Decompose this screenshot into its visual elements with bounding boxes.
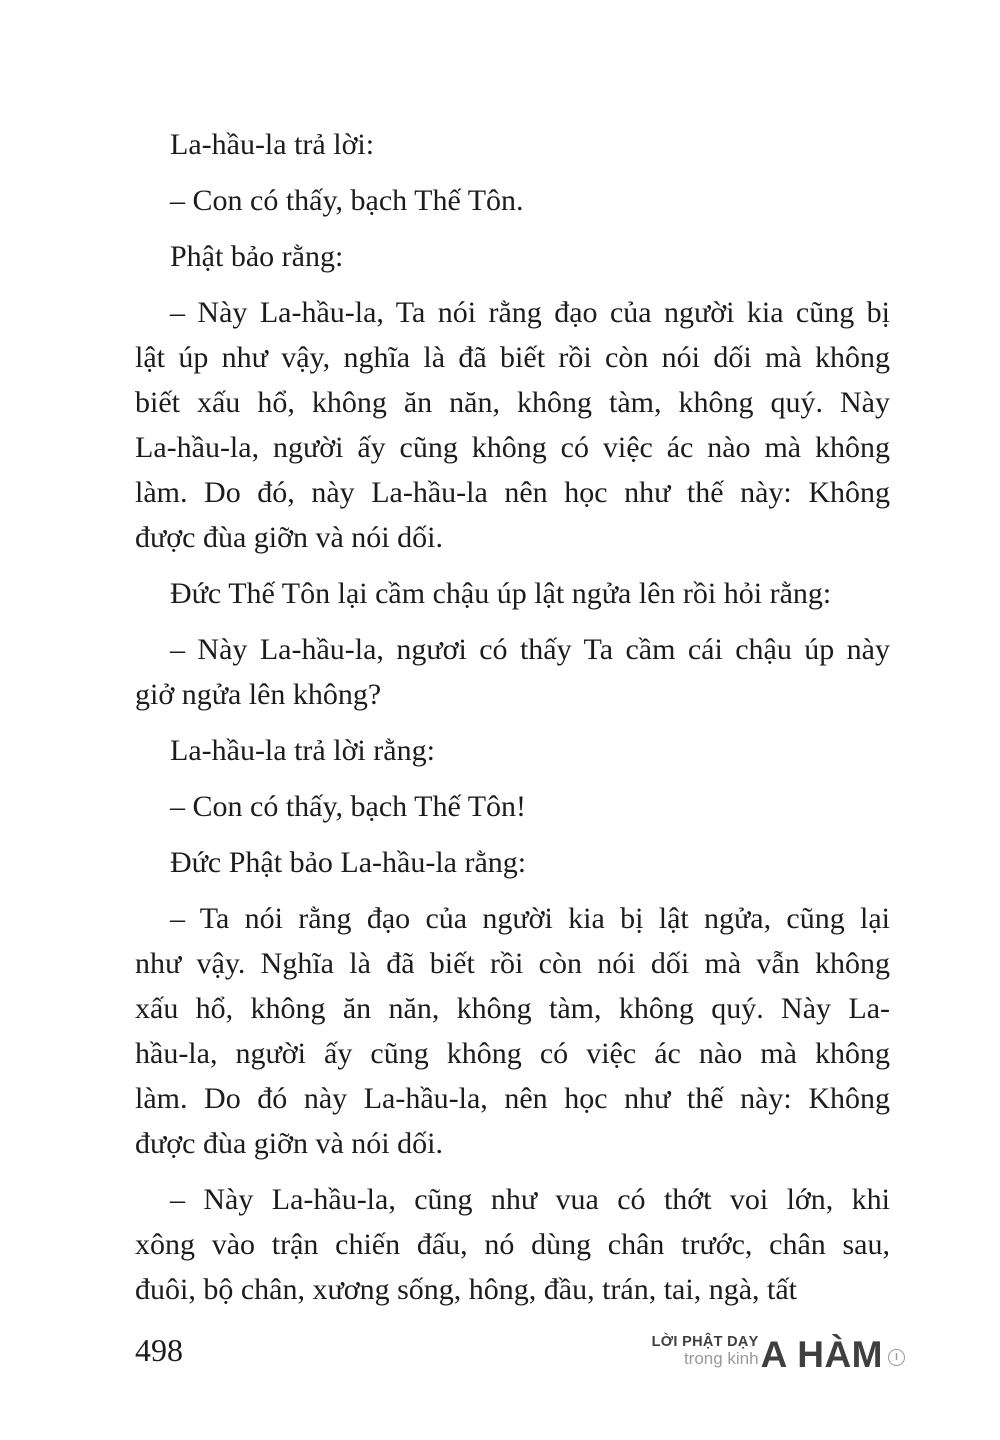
text-line: xấu hổ, không ăn năn, không tàm, không quý. Này La- [135,992,890,1025]
logo-series-block [652,1335,759,1370]
text-line: được đùa giỡn và nói dối. [135,521,443,554]
text-line: La-hầu-la trả lời rằng: [170,734,435,767]
text-line: được đùa giỡn và nói dối. [135,1127,443,1160]
text-line: Đức Thế Tôn lại cầm chậu úp lật ngửa lên rồi hỏi rằng: [170,577,832,610]
paragraph [135,728,890,773]
body-text [135,122,890,1323]
text-line: hầu-la, người ấy cũng không có việc ác nào mà không [135,1037,890,1070]
text-line: đuôi, bộ chân, xương sống, hông, đầu, trán, tai, ngà, tất [135,1273,798,1306]
text-line: Phật bảo rằng: [170,240,344,273]
page-footer [135,1318,905,1375]
logo-series-subtitle: trong kinh [683,1349,759,1368]
text-line: biết xấu hổ, không ăn năn, không tàm, không quý. Này [135,386,890,419]
text-line: – Con có thấy, bạch Thế Tôn. [170,184,524,217]
text-line: – Này La-hầu-la, Ta nói rằng đạo của người kia cũng bị [170,296,890,329]
paragraph [135,896,890,1166]
paragraph [135,784,890,829]
text-line: như vậy. Nghĩa là đã biết rồi còn nói dối mà vẫn không [135,947,890,980]
text-line: giở ngửa lên không? [135,678,382,711]
volume-1-badge-icon: I [888,1349,905,1366]
text-line: – Này La-hầu-la, ngươi có thấy Ta cầm cái chậu úp này [170,633,890,666]
text-line: – Này La-hầu-la, cũng như vua có thớt voi lớn, khi [170,1183,890,1216]
paragraph [135,1177,890,1312]
logo-title: A HÀM [760,1334,883,1375]
text-line: làm. Do đó, này La-hầu-la nên học như thế này: Không [135,476,890,509]
publisher-logo [651,1334,905,1375]
text-line: làm. Do đó này La-hầu-la, nên học như thế này: Không [135,1082,890,1115]
paragraph [135,234,890,279]
text-line: lật úp như vậy, nghĩa là đã biết rồi còn nói dối mà không [135,341,890,374]
text-line: – Con có thấy, bạch Thế Tôn! [170,790,527,823]
paragraph [135,571,890,616]
page-number: 498 [135,1332,183,1368]
text-line: – Ta nói rằng đạo của người kia bị lật ngửa, cũng lại [170,902,890,935]
paragraph [135,290,890,560]
text-line: La-hầu-la trả lời: [170,128,375,161]
text-line: Đức Phật bảo La-hầu-la rằng: [170,846,527,879]
paragraph [135,840,890,885]
text-line: La-hầu-la, người ấy cũng không có việc ác nào mà không [135,431,890,464]
paragraph [135,122,890,167]
logo-series-name: LỜI PHẬT DẠY [651,1334,759,1350]
paragraph [135,178,890,223]
paragraph [135,627,890,717]
text-line: xông vào trận chiến đấu, nó dùng chân trước, chân sau, [135,1228,890,1261]
